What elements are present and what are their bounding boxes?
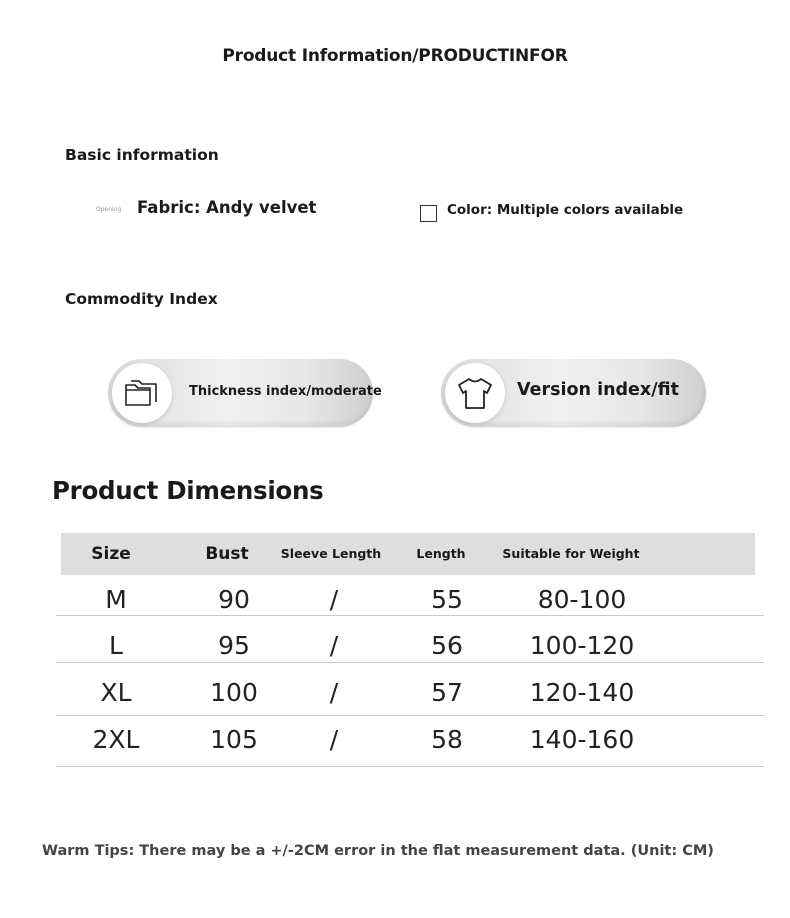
- tshirt-icon: [445, 363, 505, 423]
- fabric-info: Fabric: Andy velvet: [137, 198, 317, 217]
- bust-cell: 105: [210, 725, 258, 754]
- weight-cell: 100-120: [529, 631, 635, 660]
- table-row: [56, 631, 764, 663]
- product-dimensions-heading: Product Dimensions: [52, 476, 324, 505]
- thickness-index-label: Thickness index/moderate: [189, 384, 382, 399]
- sleeve-cell: /: [329, 678, 339, 707]
- column-header: Length: [416, 546, 466, 561]
- size-table-header: [61, 533, 755, 575]
- length-cell: 57: [431, 678, 463, 707]
- color-info: Color: Multiple colors available: [447, 202, 684, 218]
- row-divider: [56, 715, 764, 716]
- sleeve-cell: /: [329, 585, 339, 614]
- weight-cell: 80-100: [537, 585, 627, 614]
- row-divider: [56, 615, 764, 616]
- length-cell: 55: [431, 585, 463, 614]
- weight-cell: 120-140: [529, 678, 635, 707]
- thickness-index-badge: [108, 359, 382, 427]
- sleeve-cell: /: [329, 631, 339, 660]
- commodity-index-heading: Commodity Index: [65, 290, 218, 308]
- bust-cell: 100: [210, 678, 258, 707]
- bust-cell: 95: [218, 631, 250, 660]
- length-cell: 58: [431, 725, 463, 754]
- column-header: Bust: [205, 544, 249, 564]
- column-header: Size: [91, 544, 131, 564]
- folder-icon: [112, 363, 172, 423]
- bust-cell: 90: [218, 585, 250, 614]
- warm-tips: Warm Tips: There may be a +/-2CM error in the flat measurement data. (Unit: CM): [42, 843, 714, 859]
- opening-note: Opening: [96, 206, 122, 213]
- column-header: Suitable for Weight: [502, 546, 640, 561]
- checkbox-icon: [420, 205, 437, 222]
- size-cell: 2XL: [92, 725, 140, 754]
- size-cell: M: [105, 585, 127, 614]
- weight-cell: 140-160: [529, 725, 635, 754]
- table-row: [56, 678, 764, 716]
- row-divider: [56, 766, 764, 767]
- version-index-badge: [441, 359, 706, 427]
- length-cell: 56: [431, 631, 463, 660]
- table-row: [56, 725, 764, 767]
- column-header: Sleeve Length: [280, 546, 382, 561]
- size-cell: L: [109, 631, 123, 660]
- basic-info-heading: Basic information: [65, 146, 219, 164]
- sleeve-cell: /: [329, 725, 339, 754]
- table-row: [56, 585, 764, 616]
- version-index-label: Version index/fit: [517, 380, 679, 400]
- row-divider: [56, 662, 764, 663]
- page-title: Product Information/PRODUCTINFOR: [222, 46, 568, 66]
- size-cell: XL: [100, 678, 132, 707]
